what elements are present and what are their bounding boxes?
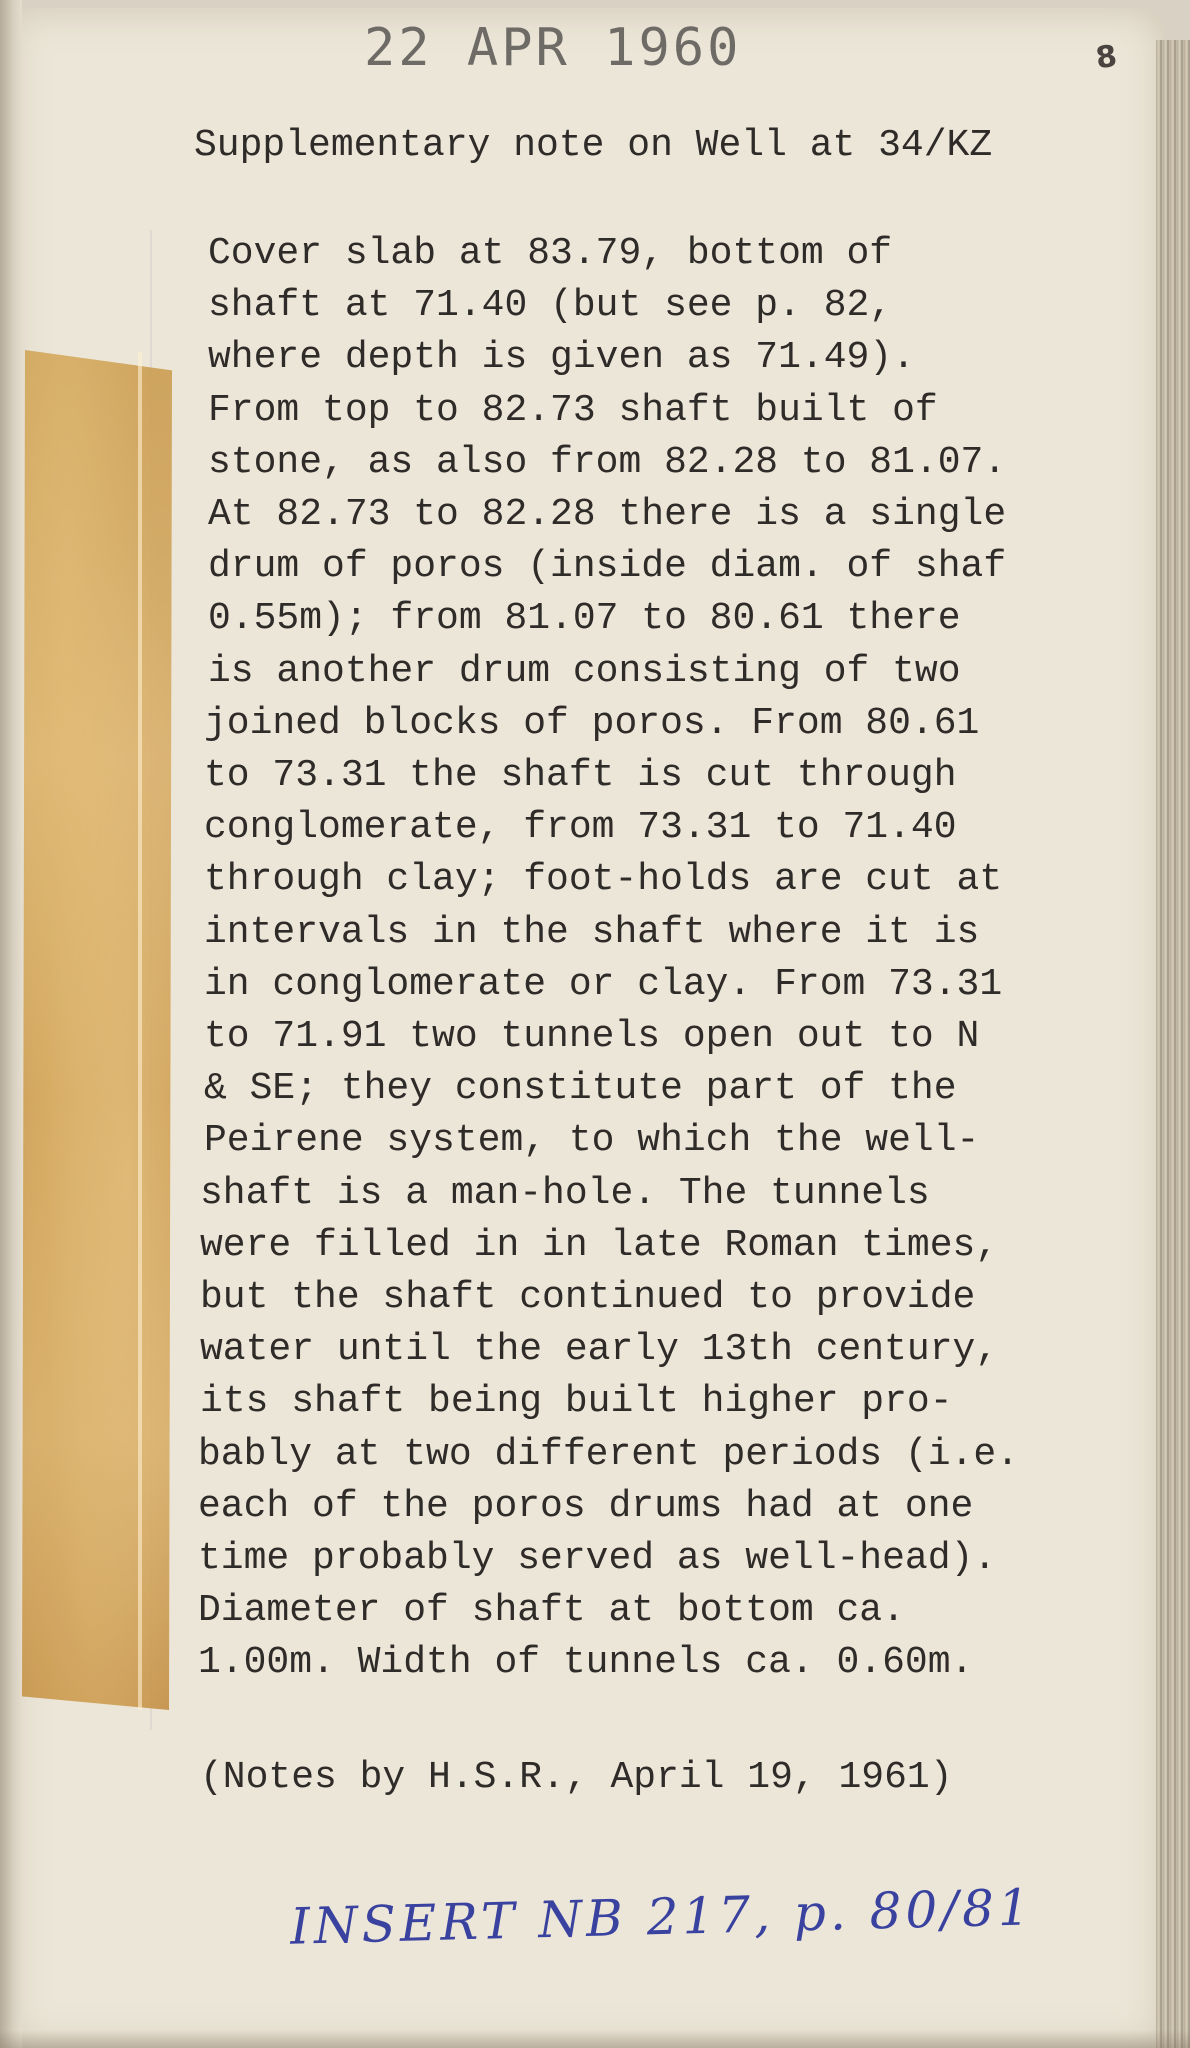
body-line: its shaft being built higher pro- (200, 1380, 953, 1424)
body-line: through clay; foot-holds are cut at (204, 858, 1003, 902)
body-line: but the shaft continued to provide (200, 1276, 976, 1320)
body-line: to 73.31 the shaft is cut through (204, 754, 957, 798)
page-bottom-shadow (0, 2030, 1190, 2048)
body-line: in conglomerate or clay. From 73.31 (204, 962, 1003, 1006)
body-line: At 82.73 to 82.28 there is a single (208, 493, 1007, 537)
body-line: stone, as also from 82.28 to 81.07. (208, 440, 1007, 484)
body-line: 0.55m); from 81.07 to 80.61 there (208, 597, 961, 641)
page-corner-mark: 8 (1093, 38, 1120, 77)
date-stamp: 22 APR 1960 (364, 18, 742, 78)
body-line: water until the early 13th century, (200, 1328, 999, 1372)
handwritten-cross-reference: INSERT NB 217, p. 80/81 (289, 1878, 1035, 1956)
body-line: & SE; they constitute part of the (204, 1067, 957, 1111)
adhesive-tape-strip (22, 350, 172, 1710)
body-line: is another drum consisting of two (208, 649, 961, 693)
body-line: intervals in the shaft where it is (204, 910, 980, 954)
body-line: Diameter of shaft at bottom ca. (198, 1589, 905, 1633)
body-line: where depth is given as 71.49). (208, 336, 915, 380)
note-body (198, 228, 1168, 1690)
body-line: Cover slab at 83.79, bottom of (208, 232, 893, 275)
author-attribution: (Notes by H.S.R., April 19, 1961) (200, 1756, 953, 1799)
body-line: From top to 82.73 shaft built of (208, 388, 938, 432)
body-line: shaft at 71.40 (but see p. 82, (208, 284, 893, 328)
body-line: drum of poros (inside diam. of shaf (208, 545, 1007, 589)
binding-edge (0, 0, 22, 2048)
body-line: were filled in in late Roman times, (200, 1223, 999, 1267)
body-line: each of the poros drums had at one (198, 1484, 974, 1528)
body-line: bably at two different periods (i.e. (198, 1432, 1019, 1476)
body-line: Peirene system, to which the well- (204, 1119, 980, 1163)
body-line: shaft is a man-hole. The tunnels (200, 1171, 930, 1215)
body-line: 1.00m. Width of tunnels ca. 0.60m. (198, 1641, 974, 1685)
body-line: joined blocks of poros. From 80.61 (204, 701, 980, 745)
body-line: conglomerate, from 73.31 to 71.40 (204, 806, 957, 850)
body-line: to 71.91 two tunnels open out to N (204, 1015, 980, 1059)
body-line: time probably served as well-head). (198, 1537, 997, 1581)
note-heading: Supplementary note on Well at 34/KZ (194, 124, 993, 167)
tape-edge (138, 352, 142, 1710)
